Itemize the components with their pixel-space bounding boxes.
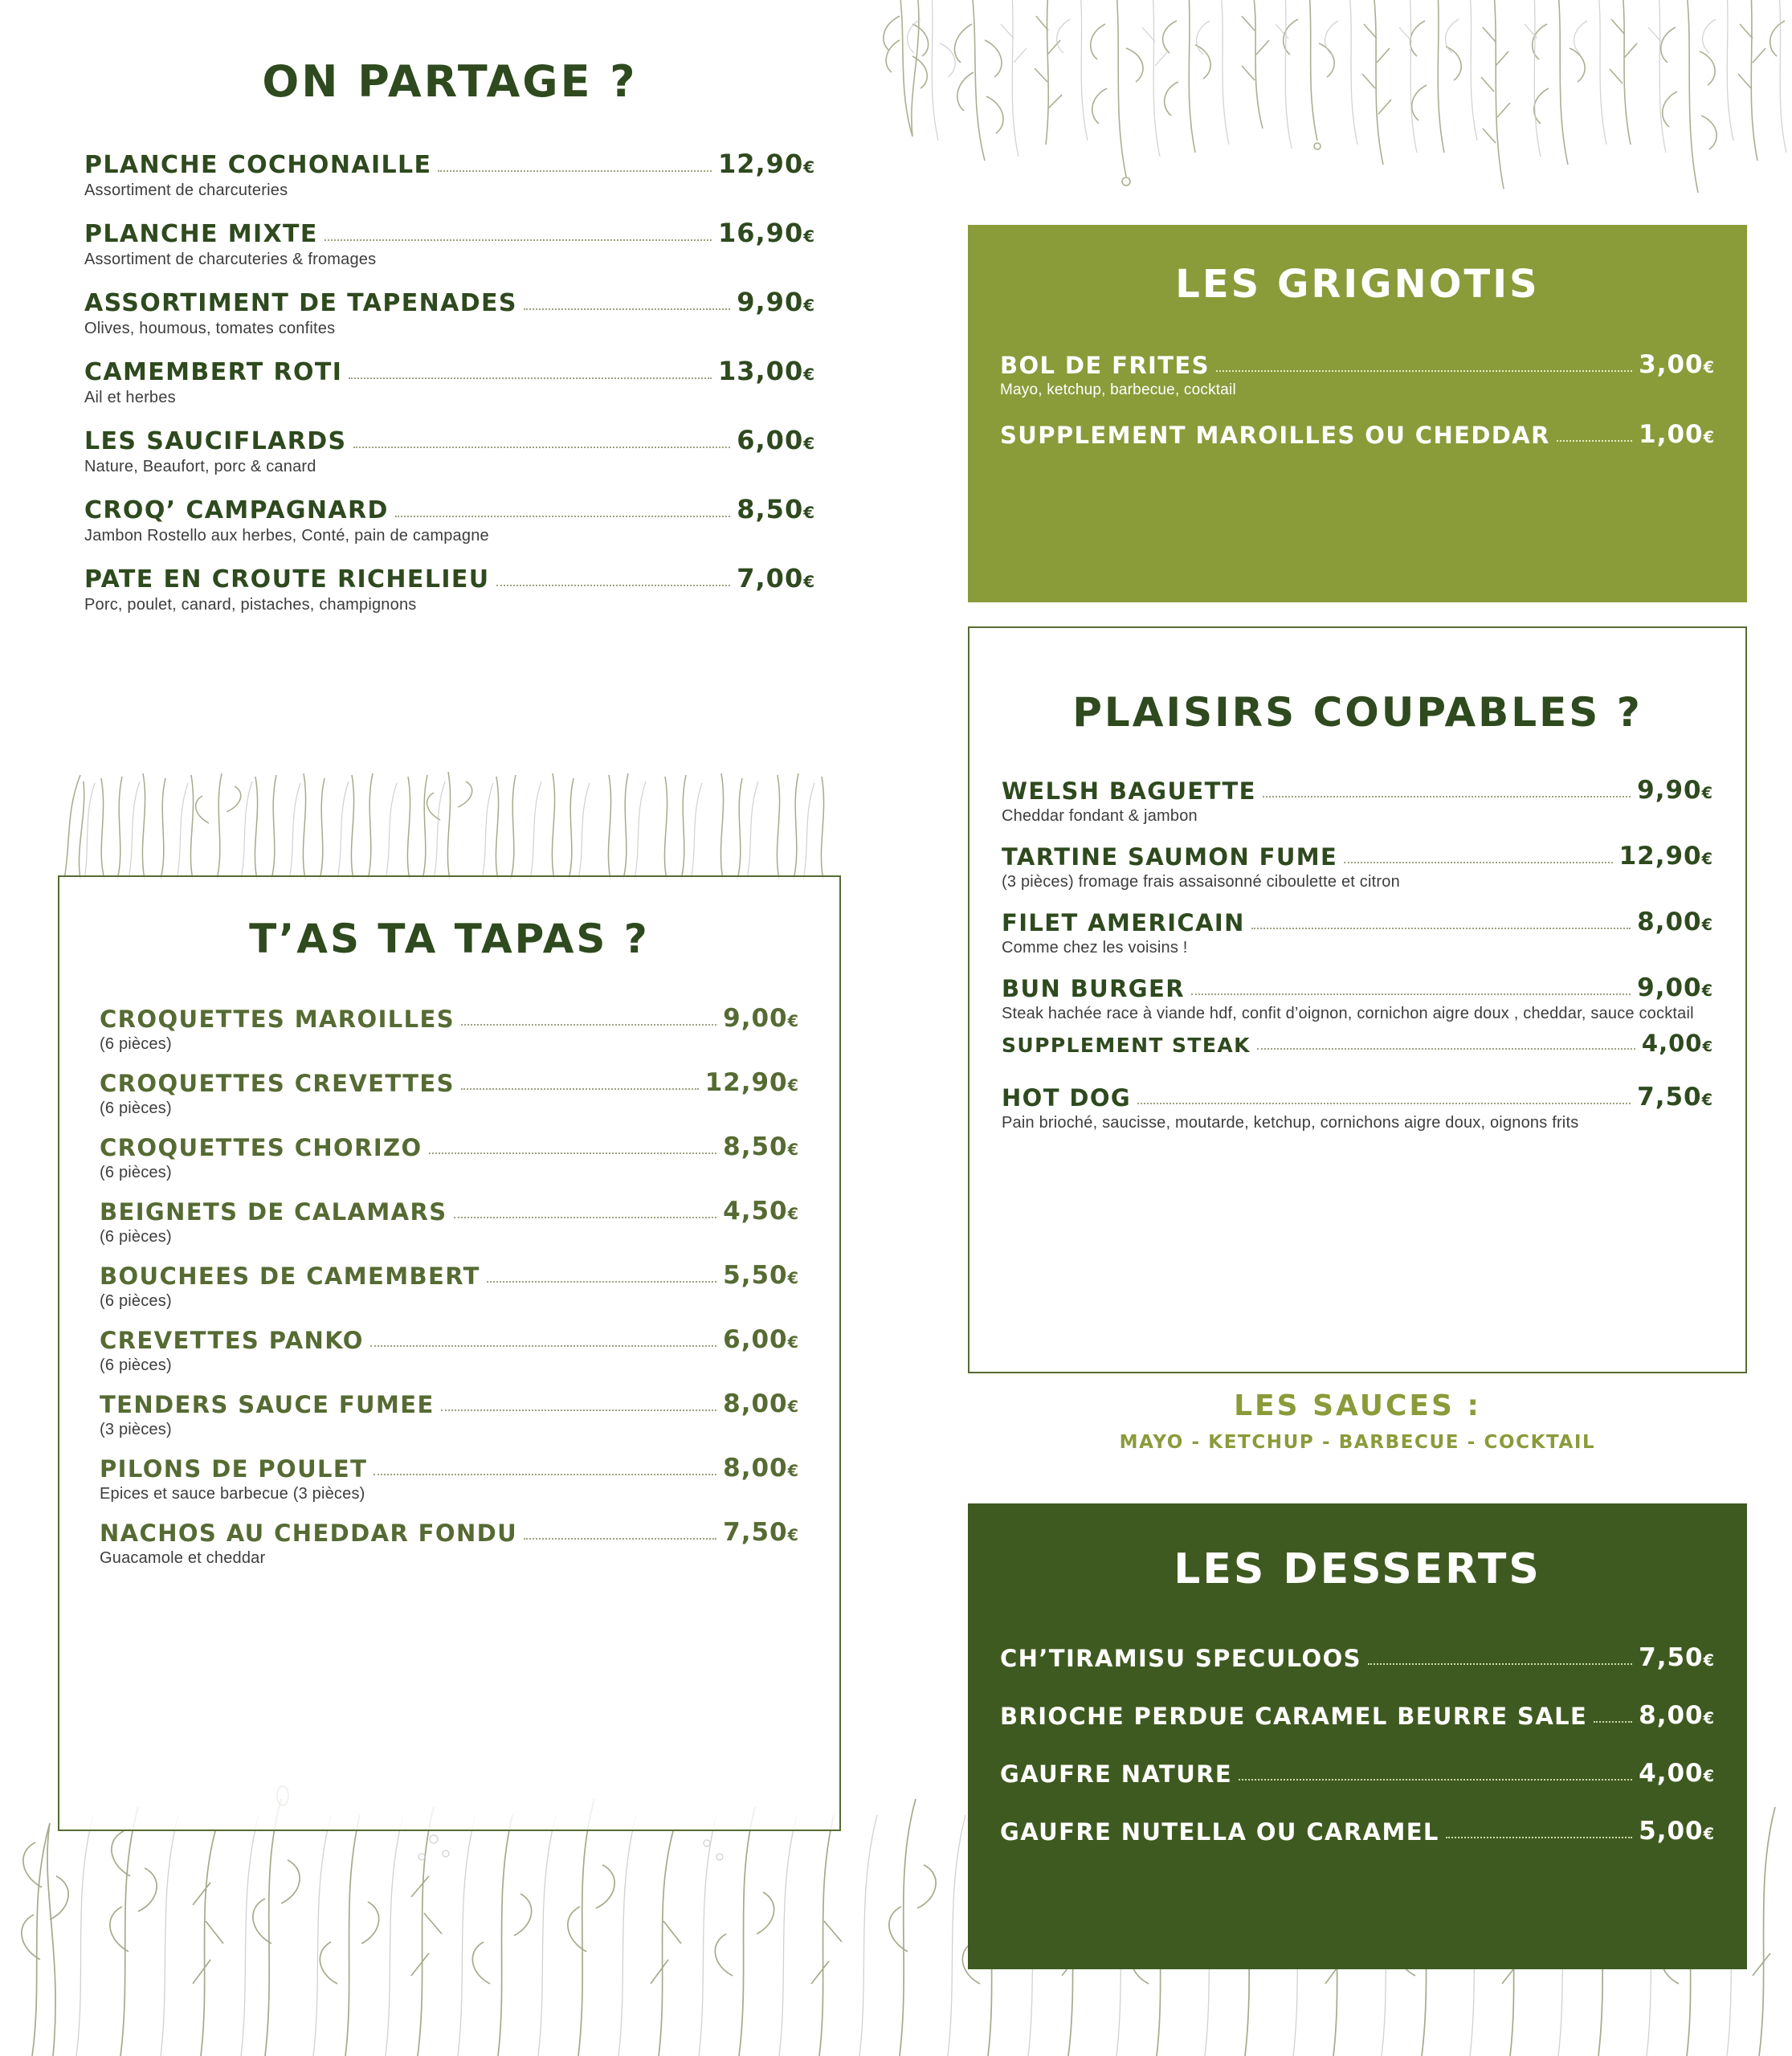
leader-dots <box>353 446 731 448</box>
menu-item-desc: Mayo, ketchup, barbecue, cocktail <box>1000 381 1236 398</box>
menu-item-desc: (3 pièces) <box>100 1421 172 1438</box>
leader-dots <box>429 1152 717 1154</box>
menu-item-price: 5,50€ <box>723 1261 799 1290</box>
menu-item-row <box>100 1197 799 1226</box>
menu-item <box>100 1454 799 1503</box>
menu-item-name: ASSORTIMENT DE TAPENADES <box>84 289 517 317</box>
menu-item <box>100 1518 799 1568</box>
menu-item <box>84 149 815 200</box>
menu-item-desc: Pain brioché, saucisse, moutarde, ketchup, cornichons aigre doux, oignons frits <box>1002 1114 1579 1132</box>
menu-item-desc: (3 pièces) fromage frais assaisonné ciboulette et citron <box>1002 873 1400 891</box>
menu-item-row <box>84 425 815 455</box>
leader-dots <box>349 377 712 379</box>
menu-item-name: BRIOCHE PERDUE CARAMEL BEURRE SALE <box>1000 1703 1588 1730</box>
menu-item-row <box>1002 1083 1713 1112</box>
menu-item-desc: Ail et herbes <box>84 389 176 406</box>
menu-item-row <box>84 563 815 594</box>
menu-item-name: CREVETTES PANKO <box>100 1327 364 1354</box>
menu-item <box>100 1389 799 1439</box>
menu-item <box>1000 1643 1715 1672</box>
section-desserts <box>968 1503 1747 1969</box>
leader-dots <box>1137 1102 1631 1104</box>
menu-item-row <box>1000 1759 1715 1788</box>
menu-item-desc: Porc, poulet, canard, pistaches, champignons <box>84 596 417 614</box>
menu-item-supplement-row <box>1002 1030 1713 1057</box>
menu-item-desc: Jambon Rostello aux herbes, Conté, pain de campagne <box>84 527 489 545</box>
menu-item <box>84 356 815 407</box>
menu-item-supplement-name: SUPPLEMENT STEAK <box>1002 1034 1251 1057</box>
menu-item-name: TENDERS SAUCE FUMEE <box>100 1391 435 1418</box>
menu-item-name: CAMEMBERT ROTI <box>84 358 343 386</box>
section-tapas <box>58 875 841 1831</box>
menu-item-row <box>100 1389 799 1418</box>
menu-item-price: 3,00€ <box>1639 350 1715 379</box>
menu-item-name: PLANCHE MIXTE <box>84 220 318 248</box>
leader-dots <box>438 169 712 172</box>
menu-item-row <box>1002 776 1713 805</box>
menu-item <box>1000 350 1715 399</box>
menu-item-price: 7,50€ <box>723 1518 799 1547</box>
tapas-items <box>59 1004 839 1568</box>
menu-item <box>100 1325 799 1375</box>
menu-item-price: 8,50€ <box>723 1132 799 1161</box>
menu-item-price: 8,00€ <box>1637 908 1713 936</box>
menu-item <box>1000 1701 1715 1730</box>
menu-item-price: 9,00€ <box>723 1004 799 1033</box>
menu-item <box>100 1004 799 1054</box>
menu-item-desc: Nature, Beaufort, porc & canard <box>84 458 316 475</box>
menu-item-price: 12,90€ <box>704 1068 799 1097</box>
section-title-desserts: LES DESSERTS <box>1174 1545 1541 1593</box>
menu-item-name: CH’TIRAMISU SPECULOOS <box>1000 1645 1361 1672</box>
menu-item <box>1000 1759 1715 1788</box>
menu-item-price: 9,90€ <box>737 287 815 317</box>
menu-item <box>100 1197 799 1246</box>
menu-item-row <box>100 1068 799 1097</box>
menu-item-price: 12,90€ <box>717 149 815 179</box>
menu-item-name: FILET AMERICAIN <box>1002 909 1245 936</box>
leader-dots <box>461 1087 699 1090</box>
leader-dots <box>524 308 730 310</box>
menu-item-name: PILONS DE POULET <box>100 1455 368 1483</box>
leader-dots <box>325 239 712 241</box>
menu-item-name: HOT DOG <box>1002 1084 1132 1112</box>
menu-item-name: BOL DE FRITES <box>1000 352 1210 379</box>
menu-item-price: 16,90€ <box>717 218 815 248</box>
menu-item-price: 8,50€ <box>737 494 815 524</box>
menu-item-row <box>1000 1701 1715 1730</box>
leader-dots <box>1368 1662 1632 1665</box>
menu-item-price: 4,00€ <box>1639 1759 1715 1788</box>
menu-item-name: CROQ’ CAMPAGNARD <box>84 496 389 524</box>
leader-dots <box>1263 795 1631 798</box>
menu-item-row <box>84 356 815 386</box>
menu-item <box>84 563 815 614</box>
section-title-tapas: T’AS TA TAPAS ? <box>249 916 650 962</box>
menu-item-row <box>1002 842 1713 871</box>
menu-item-row <box>84 287 815 317</box>
menu-item-desc: (6 pièces) <box>100 1099 172 1117</box>
menu-item-row <box>84 218 815 248</box>
menu-item-row <box>1002 908 1713 936</box>
menu-item-name: PATE EN CROUTE RICHELIEU <box>84 565 490 594</box>
botanical-decoration-grass <box>48 767 843 879</box>
menu-item <box>1000 1817 1715 1846</box>
menu-item-price: 12,90€ <box>1619 842 1713 871</box>
menu-item-price: 6,00€ <box>723 1325 799 1354</box>
leader-dots <box>441 1409 716 1411</box>
menu-item <box>1002 1083 1713 1132</box>
menu-item-price: 6,00€ <box>737 425 815 455</box>
menu-item-name: TARTINE SAUMON FUME <box>1002 843 1338 871</box>
menu-item-name: BEIGNETS DE CALAMARS <box>100 1198 447 1226</box>
menu-item <box>1002 842 1713 891</box>
menu-item-row <box>1002 973 1713 1002</box>
section-plaisirs-coupables <box>968 626 1747 1373</box>
menu-item-desc: (6 pièces) <box>100 1356 172 1374</box>
menu-item-desc: Olives, houmous, tomates confites <box>84 320 336 337</box>
menu-item-row <box>84 494 815 524</box>
menu-item <box>84 218 815 269</box>
menu-item <box>1002 973 1713 1057</box>
menu-item-price: 9,90€ <box>1637 776 1713 805</box>
menu-item <box>100 1261 799 1311</box>
menu-item-desc: Assortiment de charcuteries & fromages <box>84 251 377 268</box>
section-title-on-partage: ON PARTAGE ? <box>262 56 638 107</box>
menu-item-price: 7,50€ <box>1637 1083 1713 1112</box>
leader-dots <box>1257 1047 1635 1050</box>
menu-item <box>84 425 815 476</box>
menu-item-row <box>100 1261 799 1290</box>
menu-item-price: 4,50€ <box>723 1197 799 1226</box>
menu-item <box>100 1068 799 1118</box>
section-grignotis <box>968 225 1747 602</box>
section-sauces <box>968 1389 1747 1453</box>
menu-item-name: CROQUETTES MAROILLES <box>100 1006 455 1033</box>
menu-item-row <box>1000 420 1715 449</box>
menu-item-row <box>84 149 815 179</box>
menu-item <box>100 1132 799 1182</box>
menu-item-name: PLANCHE COCHONAILLE <box>84 151 432 179</box>
menu-item <box>1002 776 1713 826</box>
leader-dots <box>1239 1778 1632 1781</box>
leader-dots <box>1446 1836 1632 1838</box>
leader-dots <box>496 584 731 586</box>
menu-item-row <box>100 1004 799 1033</box>
menu-item-price: 8,00€ <box>723 1389 799 1418</box>
menu-item-name: GAUFRE NUTELLA OU CARAMEL <box>1000 1818 1439 1846</box>
menu-item-price: 8,00€ <box>723 1454 799 1483</box>
menu-item-desc: Guacamole et cheddar <box>100 1549 266 1567</box>
leader-dots <box>1191 993 1631 995</box>
menu-item-name: WELSH BAGUETTE <box>1002 777 1256 805</box>
menu-item-name: CROQUETTES CREVETTES <box>100 1070 455 1097</box>
menu-item-row <box>1000 1817 1715 1846</box>
sauces-list: MAYO - KETCHUP - BARBECUE - COCKTAIL <box>1119 1432 1596 1453</box>
menu-item-price: 8,00€ <box>1639 1701 1715 1730</box>
menu-item-price: 13,00€ <box>717 356 815 386</box>
leader-dots <box>1344 861 1612 863</box>
menu-item-price: 7,50€ <box>1639 1643 1715 1672</box>
menu-item-desc: (6 pièces) <box>100 1292 172 1310</box>
menu-item-name: BUN BURGER <box>1002 975 1185 1002</box>
leader-dots <box>1251 927 1631 929</box>
menu-item <box>84 494 815 545</box>
leader-dots <box>454 1216 717 1218</box>
menu-item-desc: Steak hachée race à viande hdf, confit d’oignon, cornichon aigre doux , cheddar, sauce cocktail <box>1002 1005 1694 1022</box>
menu-item-row <box>1000 350 1715 379</box>
leader-dots <box>374 1473 716 1475</box>
section-title-sauces: LES SAUCES : <box>1234 1389 1481 1422</box>
menu-item-desc: Assortiment de charcuteries <box>84 182 288 199</box>
menu-item-name: NACHOS AU CHEDDAR FONDU <box>100 1520 518 1547</box>
menu-item-desc: Epices et sauce barbecue (3 pièces) <box>100 1485 365 1503</box>
menu-item-price: 9,00€ <box>1637 973 1713 1002</box>
menu-item-row <box>1000 1643 1715 1672</box>
leader-dots <box>524 1537 716 1540</box>
leader-dots <box>1557 439 1632 442</box>
section-title-plaisirs: PLAISIRS COUPABLES ? <box>1072 689 1643 736</box>
menu-item-row <box>100 1518 799 1547</box>
menu-item-price: 1,00€ <box>1639 420 1715 449</box>
leader-dots <box>370 1344 716 1347</box>
menu-item-desc: (6 pièces) <box>100 1164 172 1181</box>
menu-item-desc: Comme chez les voisins ! <box>1002 939 1188 957</box>
menu-item-price: 7,00€ <box>737 563 815 594</box>
menu-item-name: GAUFRE NATURE <box>1000 1760 1233 1788</box>
menu-item-name: CROQUETTES CHORIZO <box>100 1134 422 1161</box>
menu-item <box>1000 420 1715 449</box>
menu-item-price: 5,00€ <box>1639 1817 1715 1846</box>
menu-item-name: LES SAUCIFLARDS <box>84 427 347 455</box>
leader-dots <box>461 1023 716 1026</box>
menu-item-supplement-price: 4,00€ <box>1641 1030 1713 1057</box>
section-on-partage <box>84 56 815 632</box>
leader-dots <box>1594 1720 1632 1723</box>
menu-item-name: BOUCHEES DE CAMEMBERT <box>100 1263 480 1290</box>
leader-dots <box>1216 369 1632 372</box>
leader-dots <box>487 1280 716 1283</box>
menu-item-desc: (6 pièces) <box>100 1035 172 1053</box>
section-title-grignotis: LES GRIGNOTIS <box>1175 262 1540 307</box>
menu-item <box>1002 908 1713 957</box>
menu-item-desc: (6 pièces) <box>100 1228 172 1246</box>
menu-item <box>84 287 815 338</box>
botanical-decoration-top-right <box>876 0 1792 241</box>
menu-item-name: SUPPLEMENT MAROILLES OU CHEDDAR <box>1000 422 1550 449</box>
menu-item-desc: Cheddar fondant & jambon <box>1002 807 1198 825</box>
menu-item-row <box>100 1132 799 1161</box>
menu-item-row <box>100 1325 799 1354</box>
menu-item-row <box>100 1454 799 1483</box>
leader-dots <box>395 515 730 517</box>
